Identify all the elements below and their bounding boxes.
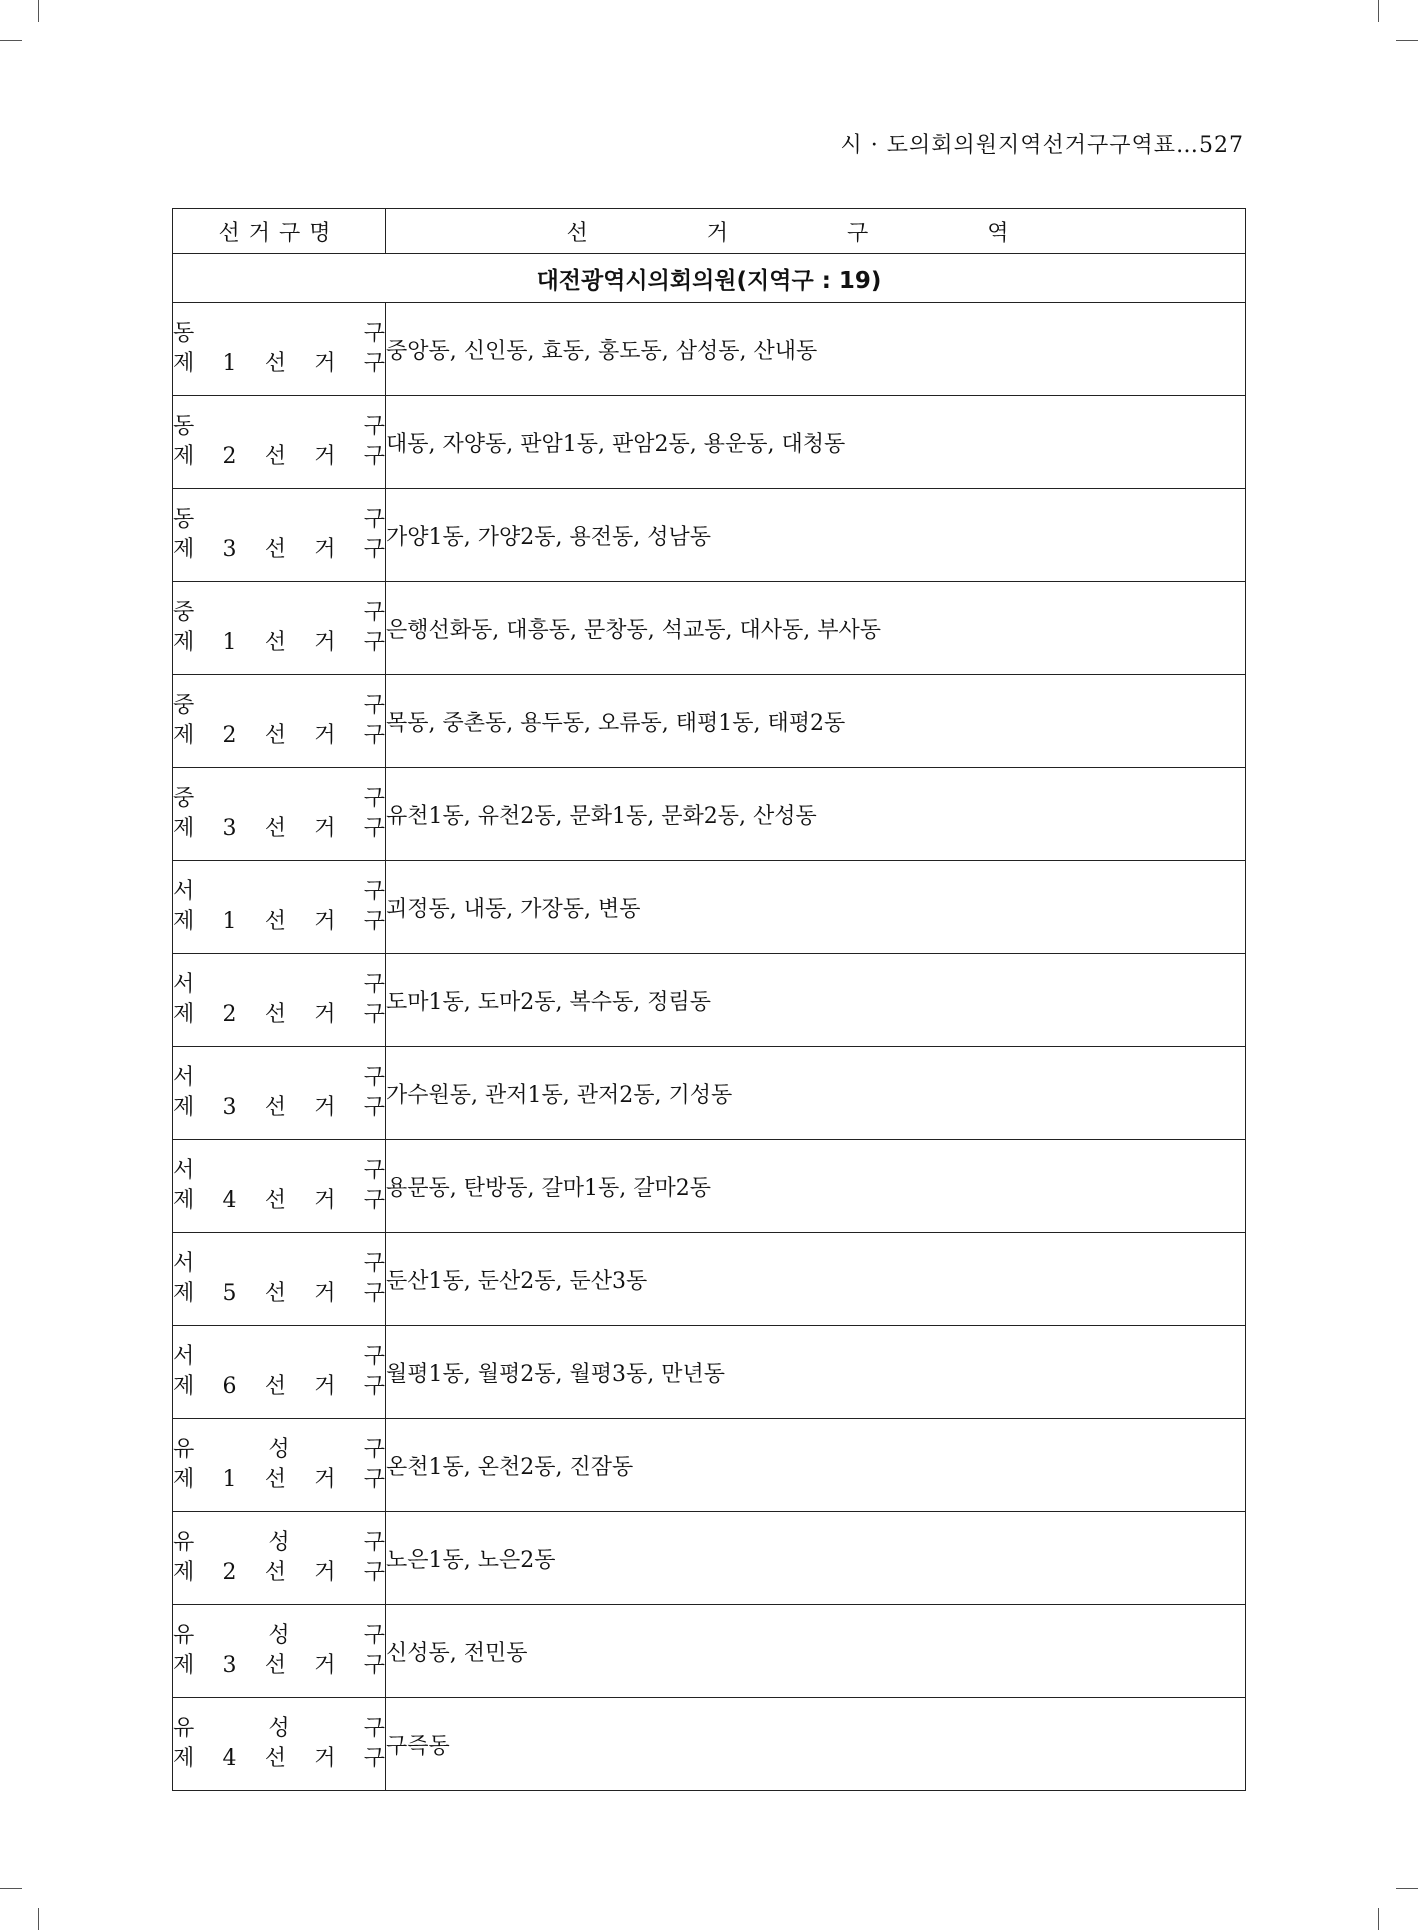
- district-name-char: 유: [173, 1530, 195, 1555]
- district-name-char: 거: [314, 351, 336, 376]
- district-name-char: 구: [363, 1530, 385, 1555]
- district-name-char: 구: [363, 507, 385, 532]
- district-name-char: 제: [173, 909, 195, 934]
- district-name-char: 서: [173, 1251, 195, 1276]
- table-row: [173, 1698, 1246, 1791]
- district-name-char: 거: [314, 1095, 336, 1120]
- district-name-char: 거: [314, 1560, 336, 1585]
- district-name-char: 거: [314, 1374, 336, 1399]
- district-name-char: 선: [264, 1653, 286, 1678]
- crop-mark: [1378, 0, 1379, 22]
- district-name-char: 중: [173, 786, 195, 811]
- table-row: [173, 954, 1246, 1047]
- district-name-char: 4: [222, 1188, 237, 1213]
- district-name-char: 선: [264, 1374, 286, 1399]
- district-name-line1: [173, 505, 385, 535]
- district-name-char: 1: [222, 351, 237, 376]
- district-name-char: 구: [363, 444, 385, 469]
- district-name-char: 제: [173, 1188, 195, 1213]
- district-name-char: 선: [264, 1095, 286, 1120]
- district-name-char: 선: [264, 1002, 286, 1027]
- district-name-line2: [173, 1093, 385, 1123]
- table-row: [173, 1605, 1246, 1698]
- district-name-char: 구: [363, 693, 385, 718]
- district-name-char: 거: [314, 1002, 336, 1027]
- district-name-char: 서: [173, 1158, 195, 1183]
- district-name-char: 구: [363, 972, 385, 997]
- district-name-char: 3: [222, 1095, 237, 1120]
- district-name-line2: [173, 1558, 385, 1588]
- district-name-line2: [173, 907, 385, 937]
- district-area: 유천1동, 유천2동, 문화1동, 문화2동, 산성동: [386, 768, 1246, 861]
- district-name-line2: [173, 628, 385, 658]
- district-name: [173, 954, 386, 1047]
- district-name-char: 거: [314, 630, 336, 655]
- district-name-char: 동: [173, 414, 195, 439]
- district-name: [173, 1698, 386, 1791]
- district-area: 노은1동, 노은2동: [386, 1512, 1246, 1605]
- district-area: 온천1동, 온천2동, 진잠동: [386, 1419, 1246, 1512]
- district-name-char: 구: [363, 1716, 385, 1741]
- district-name-char: 제: [173, 1467, 195, 1492]
- district-name: [173, 1047, 386, 1140]
- district-name-line1: [173, 1342, 385, 1372]
- district-name-char: 구: [363, 1746, 385, 1771]
- district-name-char: 구: [363, 1065, 385, 1090]
- district-name-char: 서: [173, 1065, 195, 1090]
- district-name-line1: [173, 1063, 385, 1093]
- district-name-char: 유: [173, 1623, 195, 1648]
- district-name-char: 구: [363, 1095, 385, 1120]
- district-area: 신성동, 전민동: [386, 1605, 1246, 1698]
- district-name-char: 3: [222, 537, 237, 562]
- district-name-char: 2: [222, 1560, 237, 1585]
- district-name-char: 거: [314, 909, 336, 934]
- table-row: [173, 1512, 1246, 1605]
- district-name-char: 선: [264, 444, 286, 469]
- district-name-line2: [173, 1372, 385, 1402]
- table-row: [173, 768, 1246, 861]
- header-name: [173, 209, 386, 254]
- section-title: 대전광역시의회의원(지역구 : 19): [173, 254, 1246, 303]
- district-name: [173, 489, 386, 582]
- district-name-char: 선: [264, 630, 286, 655]
- district-name-line2: [173, 1651, 385, 1681]
- district-name-char: 구: [363, 723, 385, 748]
- district-area: 가수원동, 관저1동, 관저2동, 기성동: [386, 1047, 1246, 1140]
- district-name-char: 구: [363, 1251, 385, 1276]
- district-name-char: 거: [314, 1653, 336, 1678]
- district-name-char: 거: [314, 723, 336, 748]
- district-name-line1: [173, 970, 385, 1000]
- table-row: [173, 1140, 1246, 1233]
- district-name-char: 제: [173, 1653, 195, 1678]
- district-area: 은행선화동, 대흥동, 문창동, 석교동, 대사동, 부사동: [386, 582, 1246, 675]
- district-name: [173, 396, 386, 489]
- district-name-char: 구: [363, 879, 385, 904]
- table-row: [173, 396, 1246, 489]
- crop-mark: [38, 0, 39, 22]
- district-area: 용문동, 탄방동, 갈마1동, 갈마2동: [386, 1140, 1246, 1233]
- district-name-line1: [173, 412, 385, 442]
- crop-mark: [0, 40, 22, 41]
- district-name-char: 유: [173, 1716, 195, 1741]
- district-name-line1: [173, 1714, 385, 1744]
- district-name-line2: [173, 535, 385, 565]
- district-area: 둔산1동, 둔산2동, 둔산3동: [386, 1233, 1246, 1326]
- district-name: [173, 1233, 386, 1326]
- district-name-char: 구: [363, 1158, 385, 1183]
- district-name-char: 1: [222, 909, 237, 934]
- district-name-char: 거: [314, 537, 336, 562]
- district-area: 대동, 자양동, 판암1동, 판암2동, 용운동, 대청동: [386, 396, 1246, 489]
- district-name-char: 5: [222, 1281, 237, 1306]
- district-name-line1: [173, 1621, 385, 1651]
- crop-mark: [1396, 1888, 1418, 1889]
- district-name-char: 서: [173, 972, 195, 997]
- district-name-char: 제: [173, 1560, 195, 1585]
- district-name-line2: [173, 814, 385, 844]
- district-name-line2: [173, 1465, 385, 1495]
- district-name-char: 성: [268, 1437, 290, 1462]
- district-name: [173, 861, 386, 954]
- district-name-char: 제: [173, 1002, 195, 1027]
- district-name-char: 성: [268, 1530, 290, 1555]
- district-name-char: 선: [264, 1467, 286, 1492]
- district-name-line1: [173, 1249, 385, 1279]
- district-name-char: 3: [222, 816, 237, 841]
- header-area: [386, 209, 1246, 254]
- district-name: [173, 1512, 386, 1605]
- district-name-line1: [173, 784, 385, 814]
- district-name-char: 중: [173, 693, 195, 718]
- district-name-char: 제: [173, 444, 195, 469]
- district-name-char: 제: [173, 630, 195, 655]
- district-name-line1: [173, 1528, 385, 1558]
- district-area: 가양1동, 가양2동, 용전동, 성남동: [386, 489, 1246, 582]
- district-name-char: 서: [173, 879, 195, 904]
- table-row: [173, 1047, 1246, 1140]
- district-name-char: 거: [314, 1281, 336, 1306]
- district-name-char: 1: [222, 630, 237, 655]
- district-name-char: 구: [363, 1281, 385, 1306]
- district-name-char: 구: [363, 1374, 385, 1399]
- district-name-char: 선: [264, 1188, 286, 1213]
- district-area: 목동, 중촌동, 용두동, 오류동, 태평1동, 태평2동: [386, 675, 1246, 768]
- table-row: [173, 1233, 1246, 1326]
- district-name: [173, 303, 386, 396]
- district-name-char: 구: [363, 1002, 385, 1027]
- district-name-char: 구: [363, 1623, 385, 1648]
- district-area: 도마1동, 도마2동, 복수동, 정림동: [386, 954, 1246, 1047]
- district-name-char: 선: [264, 909, 286, 934]
- district-name-line1: [173, 1156, 385, 1186]
- district-area: 중앙동, 신인동, 효동, 홍도동, 삼성동, 산내동: [386, 303, 1246, 396]
- district-name-char: 구: [363, 1560, 385, 1585]
- district-name-line1: [173, 598, 385, 628]
- district-name-char: 4: [222, 1746, 237, 1771]
- district-name-char: 성: [268, 1623, 290, 1648]
- district-name: [173, 1419, 386, 1512]
- district-name-char: 선: [264, 1746, 286, 1771]
- district-area: 월평1동, 월평2동, 월평3동, 만년동: [386, 1326, 1246, 1419]
- table-row: [173, 861, 1246, 954]
- district-name-char: 거: [314, 1467, 336, 1492]
- district-name-char: 성: [268, 1716, 290, 1741]
- district-name: [173, 1326, 386, 1419]
- crop-mark: [38, 1908, 39, 1930]
- district-name-char: 구: [363, 1344, 385, 1369]
- district-name-line1: [173, 877, 385, 907]
- district-name: [173, 675, 386, 768]
- crop-mark: [1396, 40, 1418, 41]
- district-name-char: 구: [363, 1653, 385, 1678]
- table-row: [173, 489, 1246, 582]
- district-name-char: 1: [222, 1467, 237, 1492]
- header-row: [173, 209, 1246, 254]
- district-name-line2: [173, 349, 385, 379]
- table-row: [173, 582, 1246, 675]
- district-name-char: 중: [173, 600, 195, 625]
- district-name-char: 선: [264, 351, 286, 376]
- district-table: [172, 208, 1246, 1791]
- district-name-char: 구: [363, 630, 385, 655]
- district-name-char: 선: [264, 1281, 286, 1306]
- header-name-text: 선거구명: [218, 220, 340, 246]
- district-name-char: 선: [264, 537, 286, 562]
- district-name-char: 유: [173, 1437, 195, 1462]
- district-name-char: 구: [363, 537, 385, 562]
- district-name-line2: [173, 442, 385, 472]
- district-name-char: 거: [314, 444, 336, 469]
- district-name-char: 구: [363, 1467, 385, 1492]
- table-row: [173, 1419, 1246, 1512]
- district-name-line2: [173, 721, 385, 751]
- section-row: [173, 254, 1246, 303]
- district-name-char: 구: [363, 1188, 385, 1213]
- district-name-char: 구: [363, 600, 385, 625]
- district-name-char: 제: [173, 1095, 195, 1120]
- crop-mark: [0, 1888, 22, 1889]
- district-name-char: 선: [264, 816, 286, 841]
- district-name-line1: [173, 319, 385, 349]
- district-name-char: 선: [264, 1560, 286, 1585]
- district-name-char: 2: [222, 1002, 237, 1027]
- district-area: 괴정동, 내동, 가장동, 변동: [386, 861, 1246, 954]
- district-name-line2: [173, 1000, 385, 1030]
- district-name-char: 제: [173, 1281, 195, 1306]
- district-name-char: 제: [173, 351, 195, 376]
- district-name-char: 구: [363, 321, 385, 346]
- district-name-char: 6: [222, 1374, 237, 1399]
- running-head: 시 · 도의회의원지역선거구구역표…527: [840, 133, 1244, 158]
- district-name-char: 거: [314, 1188, 336, 1213]
- district-name-char: 거: [314, 1746, 336, 1771]
- district-name-char: 구: [363, 786, 385, 811]
- district-name-char: 제: [173, 1746, 195, 1771]
- district-name-line2: [173, 1744, 385, 1774]
- district-name: [173, 1140, 386, 1233]
- district-name-char: 3: [222, 1653, 237, 1678]
- district-name-char: 제: [173, 1374, 195, 1399]
- district-area: 구즉동: [386, 1698, 1246, 1791]
- district-name-char: 선: [264, 723, 286, 748]
- district-name-char: 2: [222, 723, 237, 748]
- district-name: [173, 582, 386, 675]
- district-name: [173, 1605, 386, 1698]
- district-name-char: 구: [363, 414, 385, 439]
- table-row: [173, 1326, 1246, 1419]
- district-name-char: 2: [222, 444, 237, 469]
- district-name-char: 제: [173, 537, 195, 562]
- table-row: [173, 303, 1246, 396]
- district-name-line1: [173, 1435, 385, 1465]
- header-area-text: 선 거 구 역: [566, 220, 1065, 246]
- district-name-char: 구: [363, 351, 385, 376]
- district-name-char: 구: [363, 1437, 385, 1462]
- crop-mark: [1378, 1908, 1379, 1930]
- district-name-char: 동: [173, 507, 195, 532]
- table-row: [173, 675, 1246, 768]
- district-name-char: 제: [173, 723, 195, 748]
- district-name-char: 거: [314, 816, 336, 841]
- district-name-char: 구: [363, 909, 385, 934]
- district-name-line2: [173, 1279, 385, 1309]
- district-name: [173, 768, 386, 861]
- district-name-char: 구: [363, 816, 385, 841]
- district-name-char: 제: [173, 816, 195, 841]
- district-name-line2: [173, 1186, 385, 1216]
- district-name-char: 서: [173, 1344, 195, 1369]
- district-name-line1: [173, 691, 385, 721]
- district-name-char: 동: [173, 321, 195, 346]
